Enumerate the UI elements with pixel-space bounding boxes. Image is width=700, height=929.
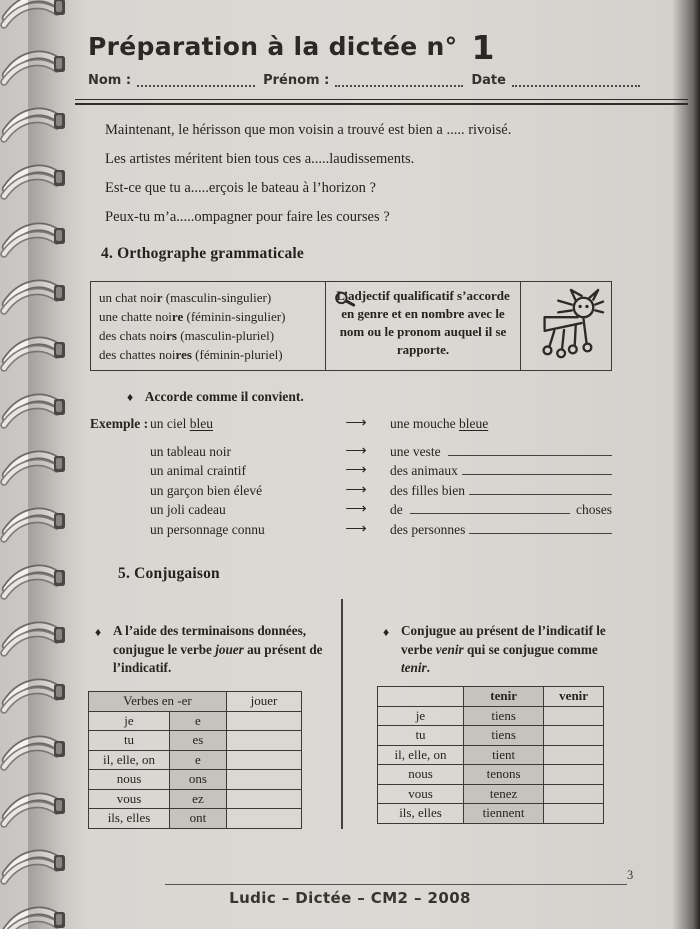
answer-cell (226, 809, 301, 829)
arrow-icon: ⟶ (345, 481, 367, 498)
arrow-icon: ⟶ (345, 501, 367, 517)
table-row: il, elle, on e (89, 750, 302, 770)
sentence: Les artistes méritent bien tous ces a.....laudissements. (105, 151, 415, 167)
jouer-instruction (95, 622, 329, 678)
grammar-rule-box (90, 281, 612, 371)
footer-rule (165, 884, 627, 885)
table-row: nous ons (89, 770, 302, 790)
answer-cell (226, 731, 301, 751)
venir-instruction (383, 622, 617, 678)
dictation-sentences (105, 116, 625, 232)
section5-heading: 5. Conjugaison (118, 565, 220, 582)
accord-item-row (90, 500, 612, 520)
table-row: ils, elles ont (89, 809, 302, 829)
rule-text: L’adjectif qualificatif s’accorde en genre et en nombre avec le nom ou le pronom auquel il se rapporte. (336, 288, 510, 357)
answer-cell (226, 750, 301, 770)
arrow-icon: ⟶ (345, 415, 367, 431)
item-source: un joli cadeau (150, 502, 226, 517)
answer-cell (226, 789, 301, 809)
answer-cell (544, 804, 604, 824)
item-source: un garçon bien élevé (150, 482, 263, 498)
table-header-row (89, 692, 302, 712)
item-target: une veste (390, 443, 444, 459)
table-row: tu tiens (378, 726, 604, 746)
venir-table (377, 686, 604, 824)
er-verbs-table (88, 691, 302, 829)
exemple-row (90, 414, 612, 434)
arrow-icon: ⟶ (345, 520, 367, 537)
footer-credit: Ludic – Dictée – CM2 – 2008 (229, 889, 471, 907)
item-source: un personnage connu (150, 521, 265, 537)
example-line: une chatte noire (féminin-singulier) (99, 309, 286, 324)
section4-heading: 4. Orthographe grammaticale (101, 245, 304, 262)
magnifier-icon (333, 289, 357, 318)
answer-blank (469, 520, 612, 534)
header-verbes-en-er: Verbes en -er (89, 692, 227, 712)
cat-illustration-cell (521, 282, 611, 370)
prenom-label: Prénom : (263, 73, 330, 88)
arrow-icon: ⟶ (345, 462, 367, 478)
accord-item-row (90, 481, 612, 501)
answer-cell (226, 711, 301, 731)
rule-text-cell (325, 282, 521, 370)
table-row: vous tenez (378, 784, 604, 804)
sentence: Est-ce que tu a.....erçois le bateau à l’horizon ? (105, 180, 376, 196)
example-line: des chattes noires (féminin-pluriel) (99, 347, 283, 362)
table-header-row (378, 687, 604, 707)
sentence: Maintenant, le hérisson que mon voisin a trouvé est bien a ..... rivoisé. (105, 122, 512, 138)
table-row: nous tenons (378, 765, 604, 785)
header-divider (75, 99, 688, 105)
table-row: tu es (89, 731, 302, 751)
example-line: des chats noirs (masculin-pluriel) (99, 328, 275, 343)
item-target: de (390, 502, 407, 517)
answer-blank (410, 500, 570, 514)
diamond-bullet-icon: ♦ (383, 625, 390, 639)
exemple-right: une mouche bleue (390, 416, 489, 431)
date-blank-line (512, 72, 640, 87)
answer-cell (544, 765, 604, 785)
accord-item-row (90, 520, 612, 540)
empty-corner-cell (378, 687, 464, 707)
column-divider (341, 599, 343, 829)
agreement-examples (91, 282, 325, 370)
header-jouer: jouer (226, 692, 301, 712)
item-source: un animal craintif (150, 463, 246, 478)
page-number: 3 (627, 868, 634, 882)
answer-cell (544, 726, 604, 746)
spiral-binding (0, 0, 78, 929)
example-line: un chat noir (masculin-singulier) (99, 290, 272, 305)
date-label: Date (471, 73, 506, 88)
jouer-instruction-text: A l’aide des terminaisons données, conjugue le verbe jouer au présent de l’indicatif. (113, 623, 323, 675)
item-target: des personnes (390, 521, 466, 537)
arrow-icon: ⟶ (345, 442, 367, 459)
header-tenir: tenir (464, 687, 544, 707)
exemple-label: Exemple : (90, 416, 149, 431)
sentence: Peux-tu m’a.....ompagner pour faire les courses ? (105, 209, 390, 225)
cat-drawing-icon (527, 288, 605, 364)
nom-blank-line (137, 72, 255, 87)
answer-cell (544, 784, 604, 804)
diamond-bullet-icon: ♦ (95, 625, 102, 639)
answer-blank (448, 442, 612, 456)
nom-label: Nom : (88, 73, 132, 88)
table-row: je e (89, 711, 302, 731)
answer-blank (462, 461, 612, 475)
table-row: ils, elles tiennent (378, 804, 604, 824)
accord-instruction (127, 389, 304, 405)
page-title-text: Préparation à la dictée n° (88, 32, 458, 61)
venir-instruction-text: Conjugue au présent de l’indicatif le verbe venir qui se conjugue comme tenir. (401, 623, 606, 675)
page-title (88, 28, 495, 67)
accord-exercise (90, 414, 612, 539)
item-source: un tableau noir (150, 443, 231, 459)
diamond-bullet-icon: ♦ (127, 390, 134, 404)
prenom-blank-line (335, 72, 463, 87)
accord-instruction-text: Accorde comme il convient. (144, 389, 304, 404)
item-target: des animaux (390, 463, 458, 478)
answer-cell (544, 706, 604, 726)
answer-blank (469, 481, 612, 495)
answer-cell (226, 770, 301, 790)
accord-item-row (90, 442, 612, 462)
accord-item-row (90, 461, 612, 481)
item-target: des filles bien (390, 482, 465, 498)
exemple-left: un ciel bleu (150, 416, 213, 431)
dictation-number: 1 (471, 28, 495, 67)
identity-fields (88, 72, 690, 88)
table-row: il, elle, on tient (378, 745, 604, 765)
answer-cell (544, 745, 604, 765)
item-suffix: choses (576, 502, 612, 517)
spiral-binding-graphic (0, 0, 78, 929)
header-venir: venir (544, 687, 604, 707)
table-row: je tiens (378, 706, 604, 726)
table-row: vous ez (89, 789, 302, 809)
